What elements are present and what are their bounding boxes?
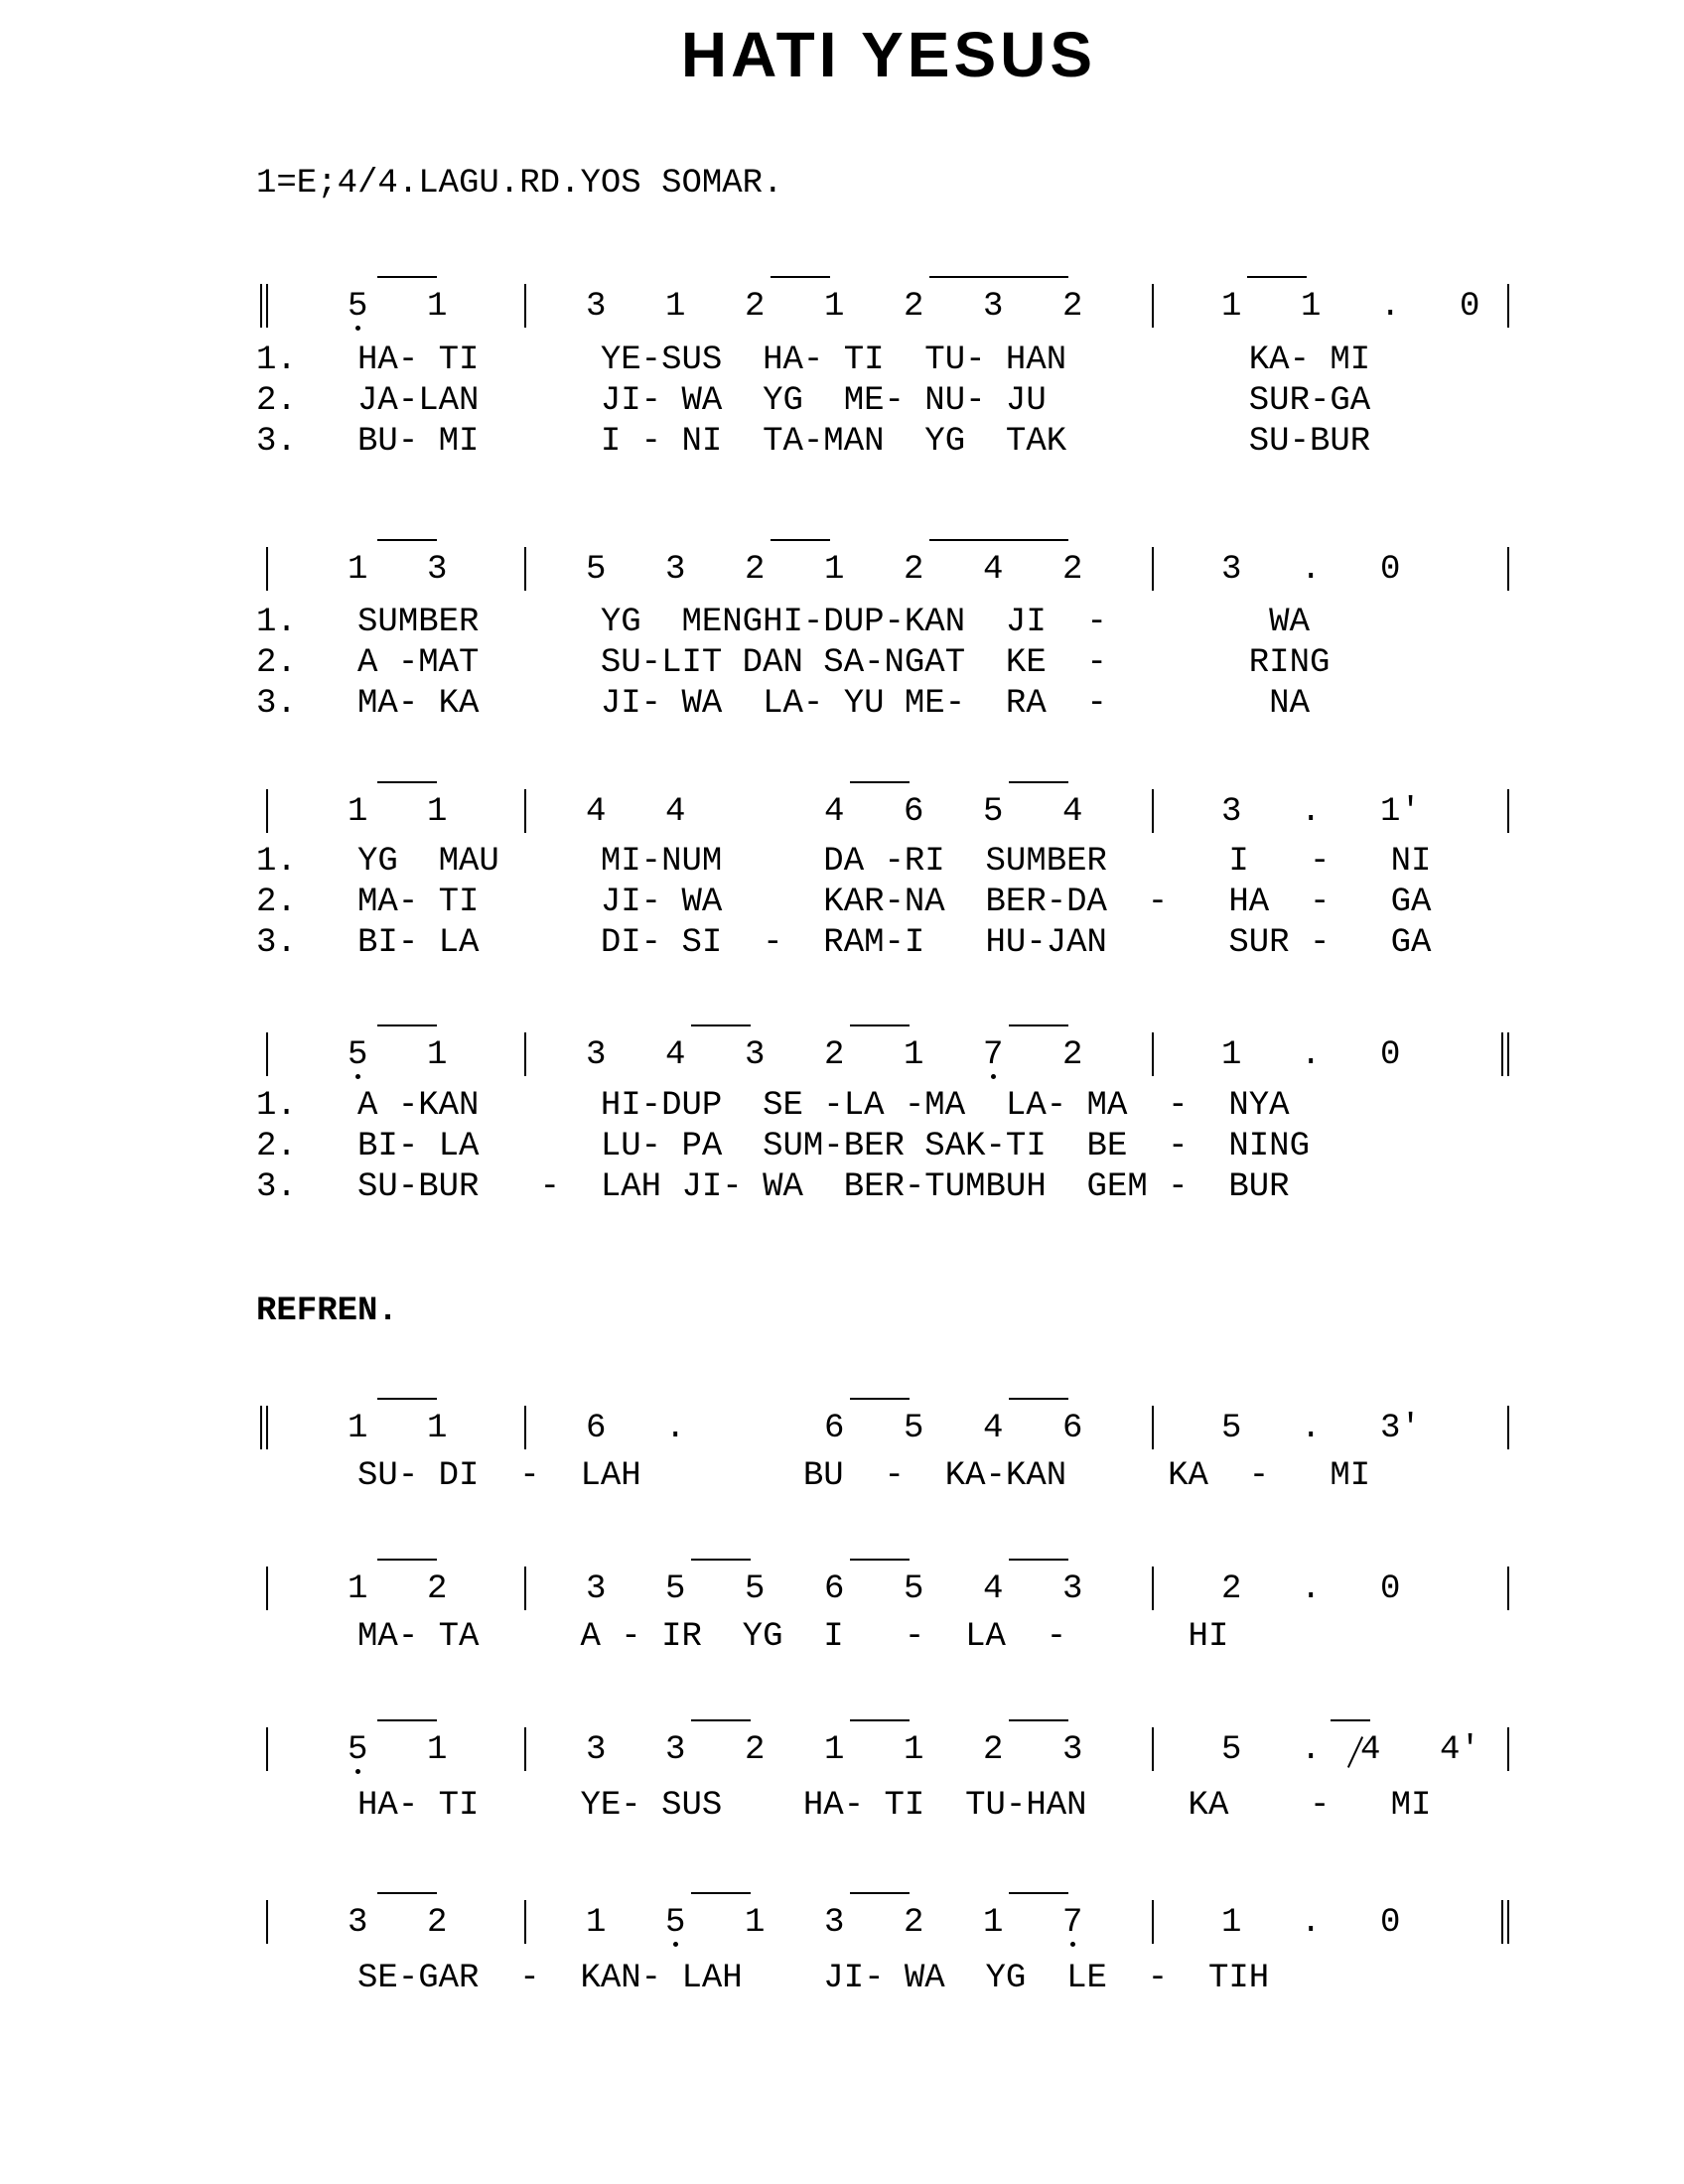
note: 1 (904, 1036, 924, 1074)
refrain_systems-barline (1152, 1727, 1154, 1771)
beam-line (850, 781, 910, 783)
refrain_systems-closing-barline (1507, 1727, 1509, 1771)
note: . (1301, 1036, 1322, 1074)
beam-line (771, 276, 830, 278)
verse_systems-barline (1152, 547, 1154, 591)
beam-line (850, 1892, 910, 1894)
note: . (665, 1410, 686, 1447)
note: 1 (348, 1410, 368, 1447)
beam-line (1009, 539, 1068, 541)
lower-octave-dot (355, 1769, 360, 1774)
verse_systems-barline (524, 547, 526, 591)
beam-line (377, 539, 437, 541)
note: 3 (586, 288, 607, 326)
note: 0 (1460, 288, 1480, 326)
beam-line (377, 1719, 437, 1721)
verse-lyric-line: 3. SU-BUR - LAH JI- WA BER-TUMBUH GEM - BUR (256, 1168, 1290, 1206)
beam-line (691, 1719, 751, 1721)
verse_systems-closing-barline (1507, 284, 1509, 328)
note: 7 (983, 1036, 1004, 1074)
note: 1 (427, 288, 448, 326)
note: 2 (745, 1731, 766, 1769)
refrain_systems-barline (524, 1727, 526, 1771)
verse_systems-closing-barline (1507, 789, 1509, 833)
note: . (1301, 1570, 1322, 1608)
note: 5 (1221, 1410, 1242, 1447)
note: 3 (983, 288, 1004, 326)
verse_systems-closing-barline (1501, 1032, 1509, 1076)
lower-octave-dot (673, 1942, 678, 1947)
note: 2 (904, 1904, 924, 1942)
lower-octave-dot (355, 326, 360, 331)
lower-octave-dot (991, 1074, 996, 1079)
beam-line (1009, 1892, 1068, 1894)
note: 6 (824, 1410, 845, 1447)
note: 0 (1380, 1904, 1401, 1942)
verse_systems-barline (524, 789, 526, 833)
refrain-label: REFREN. (256, 1293, 398, 1330)
beam-line (691, 1892, 751, 1894)
note: 2 (745, 551, 766, 589)
note: 3 (348, 1904, 368, 1942)
note: . (1301, 1410, 1322, 1447)
note: 6 (904, 793, 924, 831)
verse_systems-barline (524, 1032, 526, 1076)
note: 3 (1062, 1731, 1083, 1769)
beam-line (1247, 276, 1307, 278)
refrain_systems-closing-barline (1501, 1900, 1509, 1944)
note: 3 (824, 1904, 845, 1942)
refrain_systems-barline (524, 1406, 526, 1449)
note: 3 (586, 1570, 607, 1608)
note: 1 (427, 793, 448, 831)
refrain_systems-barline (1152, 1406, 1154, 1449)
note: 7 (1062, 1904, 1083, 1942)
note: 0 (1380, 1570, 1401, 1608)
beam-line (691, 1559, 751, 1561)
note: 5 (983, 793, 1004, 831)
verse-lyric-line: 1. SUMBER YG MENGHI-DUP-KAN JI - WA (256, 604, 1310, 641)
note: . (1301, 1904, 1322, 1942)
verse_systems-barline (1152, 284, 1154, 328)
beam-line (1009, 781, 1068, 783)
note: 3 (665, 551, 686, 589)
verse_systems-opening-barline (266, 1032, 268, 1076)
note: 4 (586, 793, 607, 831)
verse_systems-barline (1152, 1032, 1154, 1076)
refrain_systems-opening-barline (266, 1567, 268, 1610)
note: 2 (1062, 288, 1083, 326)
note: 1 (427, 1410, 448, 1447)
refrain_systems-opening-barline (266, 1727, 268, 1771)
verse_systems-opening-barline (266, 547, 268, 591)
note: 6 (824, 1570, 845, 1608)
note: 1 (1221, 1036, 1242, 1074)
note: 1 (824, 551, 845, 589)
note: 3' (1380, 1410, 1421, 1447)
song-key-header: 1=E;4/4.LAGU.RD.YOS SOMAR. (256, 165, 783, 203)
verse_systems-opening-barline (260, 284, 268, 328)
beam-line (377, 1398, 437, 1400)
note: 5 (348, 1036, 368, 1074)
note: 3 (745, 1036, 766, 1074)
note: 2 (983, 1731, 1004, 1769)
note: . (1380, 288, 1401, 326)
note: 1 (1221, 288, 1242, 326)
note: 2 (904, 288, 924, 326)
note: 0 (1380, 551, 1401, 589)
refrain_systems-opening-barline (260, 1406, 268, 1449)
note: 5 (1221, 1731, 1242, 1769)
beam-line (850, 1024, 910, 1026)
note: 6 (1062, 1410, 1083, 1447)
refrain-lyric-line: SU- DI - LAH BU - KA-KAN KA - MI (256, 1457, 1371, 1495)
verse-lyric-line: 2. A -MAT SU-LIT DAN SA-NGAT KE - RING (256, 644, 1331, 682)
refrain_systems-barline (1152, 1567, 1154, 1610)
note: 1 (348, 793, 368, 831)
beam-line (377, 1024, 437, 1026)
note: 5 (348, 288, 368, 326)
verse-lyric-line: 2. MA- TI JI- WA KAR-NA BER-DA - HA - GA (256, 884, 1432, 921)
beam-line (850, 1398, 910, 1400)
note: 2 (1062, 1036, 1083, 1074)
note: 1 (427, 1036, 448, 1074)
refrain-lyric-line: SE-GAR - KAN- LAH JI- WA YG LE - TIH (256, 1960, 1270, 1997)
beam-line (1009, 1024, 1068, 1026)
note: 1 (586, 1904, 607, 1942)
beam-line (377, 1559, 437, 1561)
note: 1 (904, 1731, 924, 1769)
verse_systems-opening-barline (266, 789, 268, 833)
beam-line (377, 276, 437, 278)
note: 5 (745, 1570, 766, 1608)
refrain-lyric-line: MA- TA A - IR YG I - LA - HI (256, 1618, 1229, 1656)
note: 5 (665, 1904, 686, 1942)
beam-line (1009, 1559, 1068, 1561)
beam-line (850, 1719, 910, 1721)
beam-line (850, 1559, 910, 1561)
note: 1 (665, 288, 686, 326)
note: 1 (348, 551, 368, 589)
note: 1 (1221, 1904, 1242, 1942)
note: 4' (1440, 1731, 1480, 1769)
note: . (1301, 793, 1322, 831)
note: 0 (1380, 1036, 1401, 1074)
note: 1 (348, 1570, 368, 1608)
beam-line (691, 1024, 751, 1026)
note: 1' (1380, 793, 1421, 831)
note: 4 (1360, 1731, 1381, 1769)
song-title: HATI YESUS (680, 19, 1097, 90)
beam-line (377, 1892, 437, 1894)
beam-line (377, 781, 437, 783)
verse-lyric-line: 3. MA- KA JI- WA LA- YU ME- RA - NA (256, 685, 1310, 723)
verse-lyric-line: 2. JA-LAN JI- WA YG ME- NU- JU SUR-GA (256, 382, 1371, 420)
note: 4 (983, 551, 1004, 589)
note: 2 (1221, 1570, 1242, 1608)
note: 4 (824, 793, 845, 831)
note: 3 (586, 1036, 607, 1074)
note: 4 (665, 1036, 686, 1074)
note: 1 (824, 1731, 845, 1769)
verse_systems-barline (1152, 789, 1154, 833)
refrain_systems-closing-barline (1507, 1567, 1509, 1610)
beam-line (1009, 1398, 1068, 1400)
note: 2 (824, 1036, 845, 1074)
note: 1 (824, 288, 845, 326)
verse-lyric-line: 2. BI- LA LU- PA SUM-BER SAK-TI BE - NING (256, 1128, 1310, 1165)
note: 4 (1062, 793, 1083, 831)
note: 2 (427, 1904, 448, 1942)
note: 3 (1221, 551, 1242, 589)
beam-line (771, 539, 830, 541)
note: 1 (983, 1904, 1004, 1942)
note: 5 (665, 1570, 686, 1608)
note: 1 (745, 1904, 766, 1942)
note: 5 (904, 1410, 924, 1447)
lower-octave-dot (1070, 1942, 1075, 1947)
lower-octave-dot (355, 1074, 360, 1079)
verse-lyric-line: 1. A -KAN HI-DUP SE -LA -MA LA- MA - NYA (256, 1087, 1290, 1125)
note: 3 (427, 551, 448, 589)
note: 3 (586, 1731, 607, 1769)
note: . (1301, 1731, 1322, 1769)
note: . (1301, 551, 1322, 589)
note: 5 (586, 551, 607, 589)
beam-line (1331, 1719, 1370, 1721)
note: 1 (1301, 288, 1322, 326)
note: 2 (745, 288, 766, 326)
refrain_systems-opening-barline (266, 1900, 268, 1944)
verse_systems-barline (524, 284, 526, 328)
note: 3 (1062, 1570, 1083, 1608)
note: 2 (904, 551, 924, 589)
refrain_systems-barline (524, 1567, 526, 1610)
beam-line (1009, 1719, 1068, 1721)
verse_systems-closing-barline (1507, 547, 1509, 591)
note: 4 (983, 1410, 1004, 1447)
note: 2 (1062, 551, 1083, 589)
note: 5 (348, 1731, 368, 1769)
verse-lyric-line: 3. BI- LA DI- SI - RAM-I HU-JAN SUR - GA (256, 924, 1432, 962)
note: 4 (665, 793, 686, 831)
beam-line (1009, 276, 1068, 278)
note: 1 (427, 1731, 448, 1769)
refrain-lyric-line: HA- TI YE- SUS HA- TI TU-HAN KA - MI (256, 1787, 1432, 1825)
refrain_systems-barline (524, 1900, 526, 1944)
note: 3 (665, 1731, 686, 1769)
refrain_systems-closing-barline (1507, 1406, 1509, 1449)
note: 4 (983, 1570, 1004, 1608)
verse-lyric-line: 1. HA- TI YE-SUS HA- TI TU- HAN KA- MI (256, 341, 1371, 379)
note: 5 (904, 1570, 924, 1608)
note: 6 (586, 1410, 607, 1447)
verse-lyric-line: 3. BU- MI I - NI TA-MAN YG TAK SU-BUR (256, 423, 1371, 461)
verse-lyric-line: 1. YG MAU MI-NUM DA -RI SUMBER I - NI (256, 843, 1432, 881)
note: 3 (1221, 793, 1242, 831)
note: 2 (427, 1570, 448, 1608)
refrain_systems-barline (1152, 1900, 1154, 1944)
